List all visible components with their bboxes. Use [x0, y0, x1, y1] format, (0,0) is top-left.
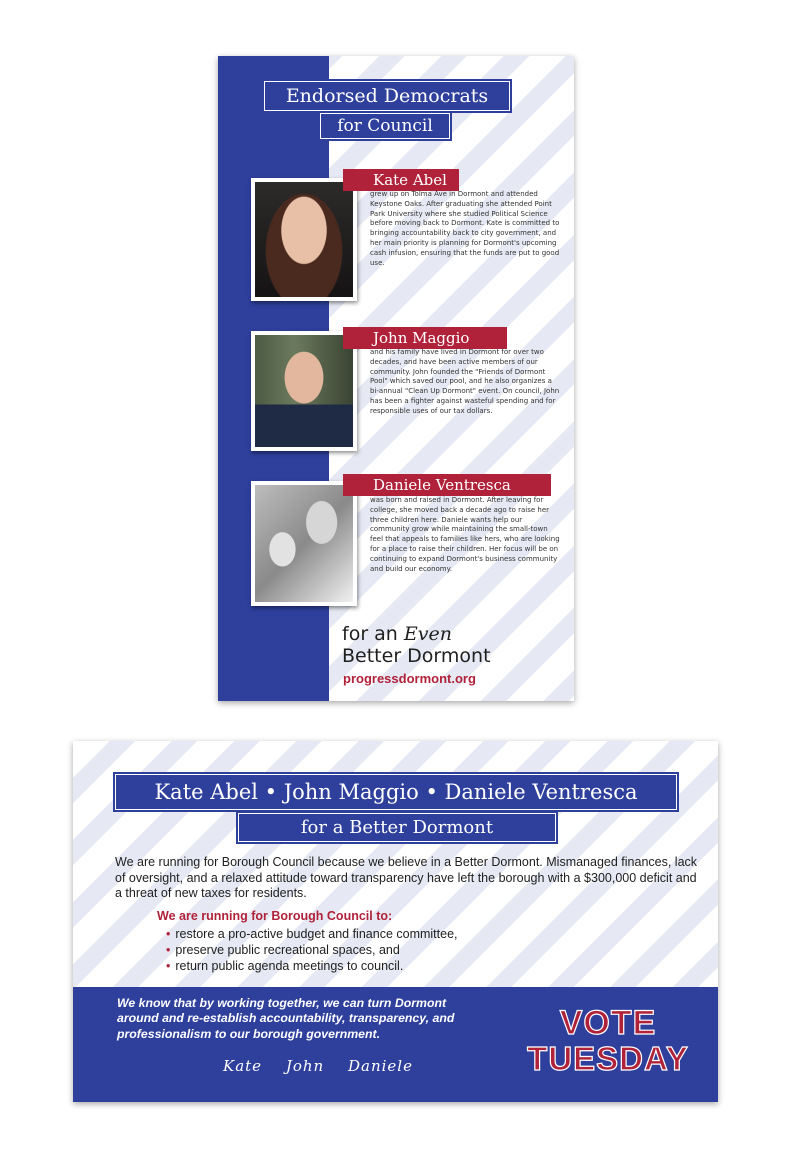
tuesday-word: TUESDAY [527, 1040, 689, 1077]
vote-word: VOTE [559, 1004, 657, 1042]
tagline-emphasis: Even [403, 623, 452, 645]
john-maggio-photo [251, 331, 357, 451]
website-link[interactable]: progressdormont.org [343, 671, 476, 686]
portrait-image [255, 485, 353, 602]
candidate-name-daniele-ventresca: Daniele Ventresca [343, 474, 551, 496]
goals-heading: We are running for Borough Council to: [157, 909, 393, 923]
vote-tuesday-callout [518, 1005, 698, 1077]
list-item: • return public agenda meetings to council. [166, 958, 458, 974]
daniele-ventresca-photo [251, 481, 357, 606]
tagline [342, 623, 491, 667]
tagline-line2: Better Dormont [342, 645, 491, 667]
closing-bar [73, 987, 718, 1102]
signature-daniele: Daniele [348, 1057, 413, 1075]
list-item: • restore a pro-active budget and finance committee, [166, 926, 458, 942]
flyer-subtitle-ribbon: for Council [318, 111, 452, 141]
vote-postcard [73, 741, 718, 1102]
list-item: • preserve public recreational spaces, and [166, 942, 458, 958]
better-dormont-ribbon: for a Better Dormont [236, 811, 558, 844]
intro-paragraph: We are running for Borough Council because we believe in a Better Dormont. Mismanaged finances, lack of oversight, and a relaxed attitude toward transparency have left the borough with a $300,000 deficit and a threat of new taxes for residents. [115, 855, 698, 900]
signatures [223, 1057, 431, 1075]
flyer-title-ribbon: Endorsed Democrats [262, 79, 512, 113]
portrait-image [255, 335, 353, 447]
candidate-name-john-maggio: John Maggio [343, 327, 507, 349]
candidate-bio-john-maggio: and his family have lived in Dormont for over two decades, and have been active members of our community. John founded the "Friends of Dormont Pool" which saved our pool, and he also organizes a bi-annual "Clean Up Dormont" event. On council, John has been a fighter against wasteful spending and for responsible uses of our tax dollars. [370, 348, 560, 415]
candidate-bio-daniele-ventresca: was born and raised in Dormont. After leaving for college, she moved back a decade ago to raise her three children here. Daniele wants help our community grow while maintaining the small-town feel that appeals to families like hers, who are looking for a place to raise their children. Her focus will be on continuing to expand Dormont's business community and build our economy. [370, 496, 560, 573]
candidate-name-kate-abel: Kate Abel [343, 169, 459, 191]
candidate-bio-kate-abel: grew up on Tolma Ave in Dormont and attended Keystone Oaks. After graduating she attended Point Park University where she studied Political Science before moving back to Dormont. Kate is committed to bringing accountability back to city government, and her main priority is planning for Dormont's upcoming cash infusion, ensuring that the funds are put to good use. [370, 190, 560, 267]
signature-kate: Kate [223, 1057, 263, 1075]
kate-abel-photo [251, 178, 357, 301]
candidates-flyer-card [218, 56, 574, 701]
closing-statement: We know that by working together, we can turn Dormont around and re-establish accountability, transparency, and professionalism to our borough government. [117, 996, 455, 1041]
candidates-ribbon: Kate Abel • John Maggio • Daniele Ventresca [113, 772, 679, 812]
portrait-image [255, 182, 353, 297]
signature-john: John [285, 1057, 325, 1075]
goals-list [166, 926, 458, 974]
tagline-prefix: for an [342, 623, 404, 645]
